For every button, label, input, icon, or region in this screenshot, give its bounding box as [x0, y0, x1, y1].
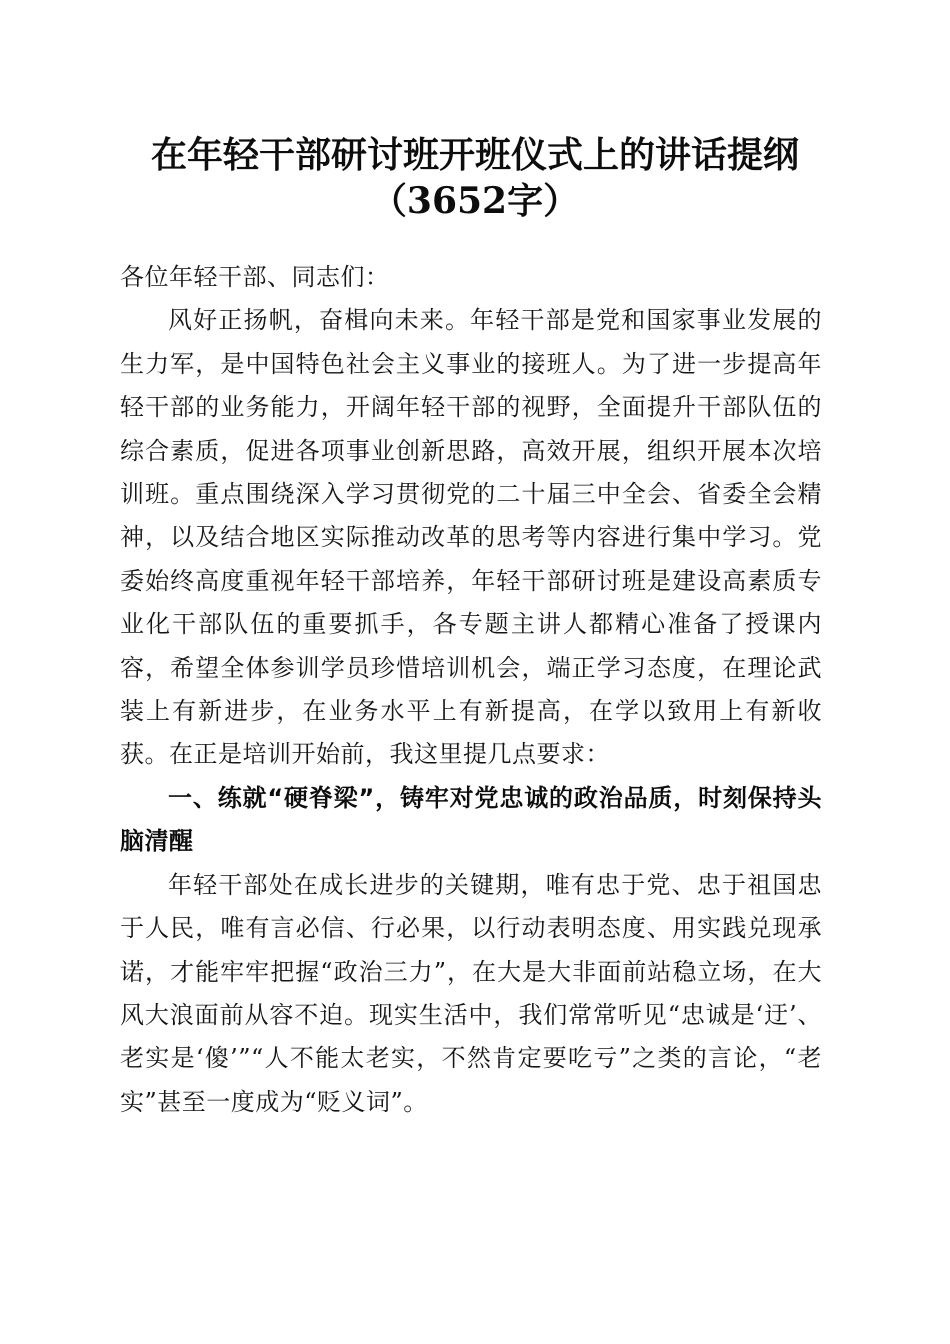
paragraph-section-1: 年轻干部处在成长进步的关键期，唯有忠于党、忠于祖国忠于人民，唯有言必信、行必果，以行动表明态度、用实践兑现承诺，才能牢牢把握“政治三力”，在大是大非面前站稳立场，在大风大浪面前从容不迫。现实生活中，我们常常听见“忠诚是‘迂’、老实是‘傻’”“人不能太老实，不然肯定要吃亏”之类的言论，“老实”甚至一度成为“贬义词”。: [120, 870, 822, 1116]
salutation: 各位年轻干部、同志们：: [120, 263, 390, 291]
section-heading-1: 一、练就“硬脊梁”，铸牢对党忠诚的政治品质，时刻保持头脑清醒: [120, 783, 822, 856]
document-title: 在年轻干部研讨班开班仪式上的讲话提纲: [150, 134, 799, 176]
paragraph-intro: 风好正扬帆，奋楫向未来。年轻干部是党和国家事业发展的生力军，是中国特色社会主义事业的接班人。为了进一步提高年轻干部的业务能力，开阔年轻干部的视野，全面提升干部队伍的综合素质，促进各项事业创新思路，高效开展，组织开展本次培训班。重点围绕深入学习贯彻党的二十届三中全会、省委全会精神，以及结合地区实际推动改革的思考等内容进行集中学习。党委始终高度重视年轻干部培养，年轻干部研讨班是建设高素质专业化干部队伍的重要抓手，各专题主讲人都精心准备了授课内容，希望全体参训学员珍惜培训机会，端正学习态度，在理论武装上有新进步，在业务水平上有新提高，在学以致用上有新收获。在正是培训开始前，我这里提几点要求：: [120, 306, 822, 769]
title-block: [0, 132, 950, 224]
document-body: [120, 256, 822, 1124]
word-count-subtitle: （3652字）: [370, 180, 580, 222]
